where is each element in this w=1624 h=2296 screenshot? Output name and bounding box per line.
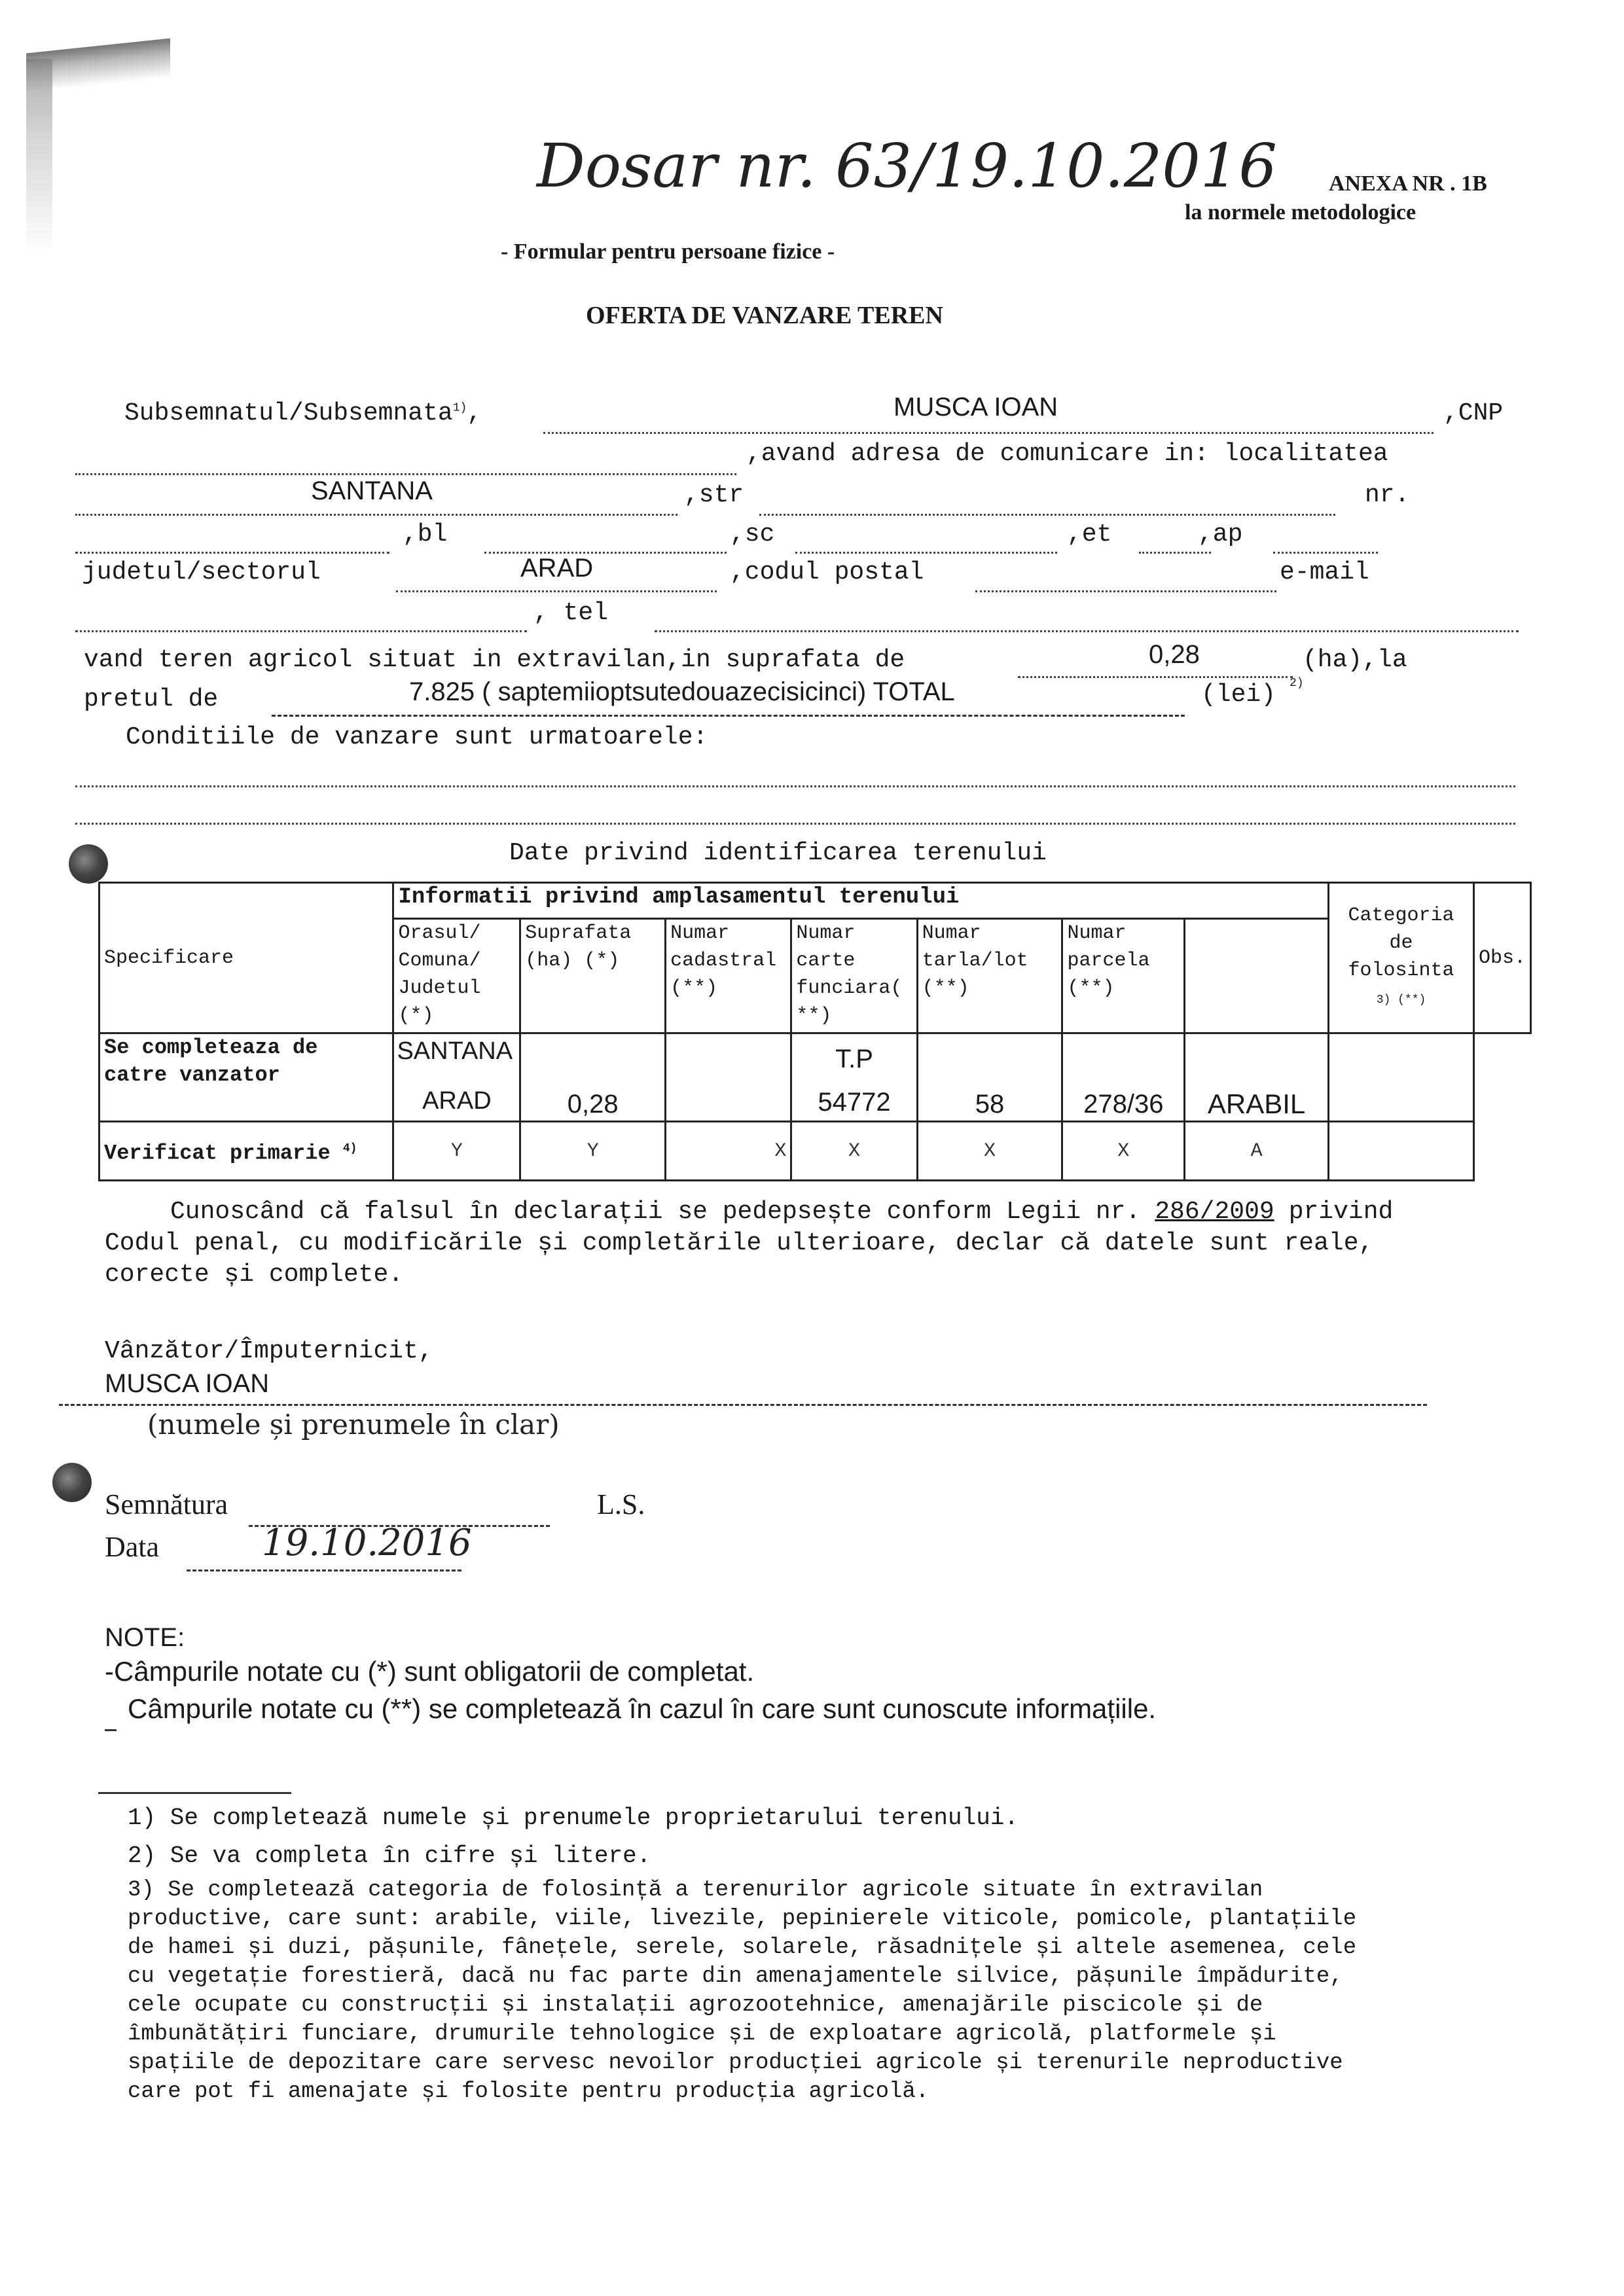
punch-hole-top xyxy=(69,844,108,884)
nr-label: nr. xyxy=(1365,481,1410,509)
area-line xyxy=(1018,676,1293,678)
col-cadastral: Numar cadastral (**) xyxy=(666,919,791,1033)
ap-label: ,ap xyxy=(1198,520,1243,548)
land-label: vand teren agricol situat in extravilan,in suprafata de xyxy=(84,646,905,674)
cnp-line xyxy=(75,473,736,475)
postal-line xyxy=(975,590,1276,592)
footnote-1: 1) Se completează numele și prenumele proprietarului terenului. xyxy=(128,1804,1019,1831)
sc-line xyxy=(795,552,1057,554)
date-field[interactable]: 19.10.2016 xyxy=(262,1522,472,1564)
locality-field[interactable]: SANTANA xyxy=(311,476,433,505)
judet-field[interactable]: ARAD xyxy=(520,554,594,583)
subsemnatul-label: Subsemnatul/Subsemnata$^{1)}$, xyxy=(124,399,482,427)
price-line xyxy=(272,715,1185,717)
ls-label: L.S. xyxy=(597,1488,645,1520)
cell-cadastral[interactable] xyxy=(666,1033,791,1122)
row2-label: Verificat primarie $^{4)}$ xyxy=(99,1122,393,1181)
col-specificare: Specificare xyxy=(99,883,393,1033)
verify-mark-carte: X xyxy=(791,1122,917,1181)
conditions-line-2 xyxy=(75,823,1515,825)
notes-item-1: -Câmpurile notate cu (*) sunt obligatorii de completat. xyxy=(105,1656,755,1687)
col-obs: Obs. xyxy=(1473,883,1530,1033)
footnote-2: 2) Se va completa în cifre și litere. xyxy=(128,1842,651,1869)
cell-parcela[interactable]: 278/36 xyxy=(1062,1033,1185,1122)
address-label: ,avand adresa de comunicare in: localitatea xyxy=(746,440,1388,468)
cell-tarla[interactable]: 58 xyxy=(917,1033,1062,1122)
nr-line xyxy=(75,552,389,554)
area-field[interactable]: 0,28 xyxy=(1149,640,1200,669)
land-table xyxy=(98,882,1532,1181)
str-line xyxy=(759,514,1335,516)
date-label: Data xyxy=(105,1531,160,1563)
cell-obs[interactable] xyxy=(1329,1033,1474,1122)
postal-label: ,codul postal xyxy=(730,558,924,586)
email-label: e-mail xyxy=(1280,558,1369,586)
declaration-line-2: Codul penal, cu modificările și completările ulterioare, declar că datele sunt reale, xyxy=(105,1229,1374,1257)
cell-categoria[interactable]: ARABIL xyxy=(1185,1033,1329,1122)
str-label: ,str xyxy=(684,481,744,509)
tel-label: , tel xyxy=(533,599,609,627)
conditions-label: Conditiile de vanzare sunt urmatoarele: xyxy=(126,723,708,751)
notes-item-2: Câmpurile notate cu (**) se completează în cazul în care sunt cunoscute informațiile. xyxy=(128,1693,1157,1724)
footnote-3: 3) Se completează categoria de folosință a terenurilor agricole situate în extravilan productive, care sunt: arabile, viile, livezile, pepinierele viticole, pomicole, plantațiile de hamei și duzi, pășunile, fânețele, serele, solarele, răsadnițele și altele asemenea, cele cu vegetație forestieră, dacă nu fac parte din amenajamentele silvice, pășunile împădurite, cele ocupate cu construcții și instalații agrozootehnice, amenajările piscicole și de îmbunătățiri funciare, drumurile tehnologice și de exploatare agricolă, platformele și spațiile de depozitare care servesc nevoilor producției agricole și terenurile neproductive care pot fi amenajate și folosite pentru producția agricolă. xyxy=(128,1878,1357,2104)
price-label: pretul de xyxy=(84,685,219,713)
ap-line xyxy=(1273,552,1378,554)
locality-line xyxy=(75,514,677,516)
price-footnote: 2) xyxy=(1290,677,1304,690)
seller-name-field[interactable]: MUSCA IOAN xyxy=(105,1369,270,1398)
verify-mark-obs xyxy=(1329,1122,1474,1181)
et-label: ,et xyxy=(1067,520,1112,548)
col-parcela: Numar parcela (**) xyxy=(1062,919,1185,1033)
table-section-title: Date privind identificarea terenului xyxy=(509,839,1047,867)
email-line xyxy=(75,630,527,632)
col-oras: Orasul/ Comuna/ Judetul (*) xyxy=(393,919,520,1033)
date-line xyxy=(187,1570,461,1571)
row1-label: Se completeaza de catre vanzator xyxy=(99,1033,393,1122)
verify-mark-oras: Y xyxy=(393,1122,520,1181)
form-subtitle: - Formular pentru persoane fizice - xyxy=(501,240,835,264)
scan-shadow-edge xyxy=(26,59,52,255)
judet-line xyxy=(396,590,717,592)
conditions-line-1 xyxy=(75,785,1515,787)
verify-mark-parcela: X xyxy=(1062,1122,1185,1181)
sc-label: ,sc xyxy=(730,520,775,548)
price-unit: (lei) xyxy=(1201,681,1276,709)
verify-mark-suprafata: Y xyxy=(520,1122,666,1181)
notes-dash xyxy=(105,1729,117,1731)
col-categoria: Categoria de folosinta 3) (**) xyxy=(1329,883,1474,1033)
price-field[interactable]: 7.825 ( saptemiioptsutedouazecisicinci) TOTAL xyxy=(409,677,955,706)
name-field[interactable]: MUSCA IOAN xyxy=(893,393,1058,422)
verify-mark-cadastral: X xyxy=(666,1122,791,1181)
bl-label: ,bl xyxy=(403,520,448,548)
cnp-label: ,CNP xyxy=(1443,399,1504,427)
seller-name-line xyxy=(59,1404,1427,1406)
annex-title: ANEXA NR . 1B xyxy=(1329,171,1487,196)
notes-heading: NOTE: xyxy=(105,1623,185,1652)
judet-label: judetul/sectorul xyxy=(82,558,321,586)
verify-mark-categoria: A xyxy=(1185,1122,1329,1181)
cell-suprafata[interactable]: 0,28 xyxy=(520,1033,666,1122)
footnote-separator xyxy=(98,1792,291,1794)
cell-oras[interactable]: SANTANA ARAD xyxy=(393,1033,520,1122)
annex-subtitle: la normele metodologice xyxy=(1185,200,1416,224)
declaration-line-1: Cunoscând că falsul în declarații se pedepsește conform Legii nr. 286/2009 privind xyxy=(170,1198,1394,1226)
form-title: OFERTA DE VANZARE TEREN xyxy=(586,302,943,329)
col-suprafata: Suprafata (ha) (*) xyxy=(520,919,666,1033)
punch-hole-bottom xyxy=(52,1463,92,1502)
col-tarla: Numar tarla/lot (**) xyxy=(917,919,1062,1033)
dosar-handwritten: Dosar nr. 63/19.10.2016 xyxy=(537,131,1277,201)
group-header: Informatii privind amplasamentul terenului xyxy=(393,883,1329,919)
tel-line xyxy=(655,630,1519,632)
col-carte: Numar carte funciara( **) xyxy=(791,919,917,1033)
seller-name-caption: (numele și prenumele în clar) xyxy=(147,1408,560,1441)
area-unit: (ha),la xyxy=(1303,646,1407,674)
et-line xyxy=(1139,552,1211,554)
verify-mark-tarla: X xyxy=(917,1122,1062,1181)
seller-label: Vânzător/Împuternicit, xyxy=(105,1337,433,1365)
name-line xyxy=(543,432,1434,434)
signature-label: Semnătura xyxy=(105,1488,228,1520)
cell-carte[interactable]: T.P 54772 xyxy=(791,1033,917,1122)
declaration-line-3: corecte și complete. xyxy=(105,1261,404,1289)
